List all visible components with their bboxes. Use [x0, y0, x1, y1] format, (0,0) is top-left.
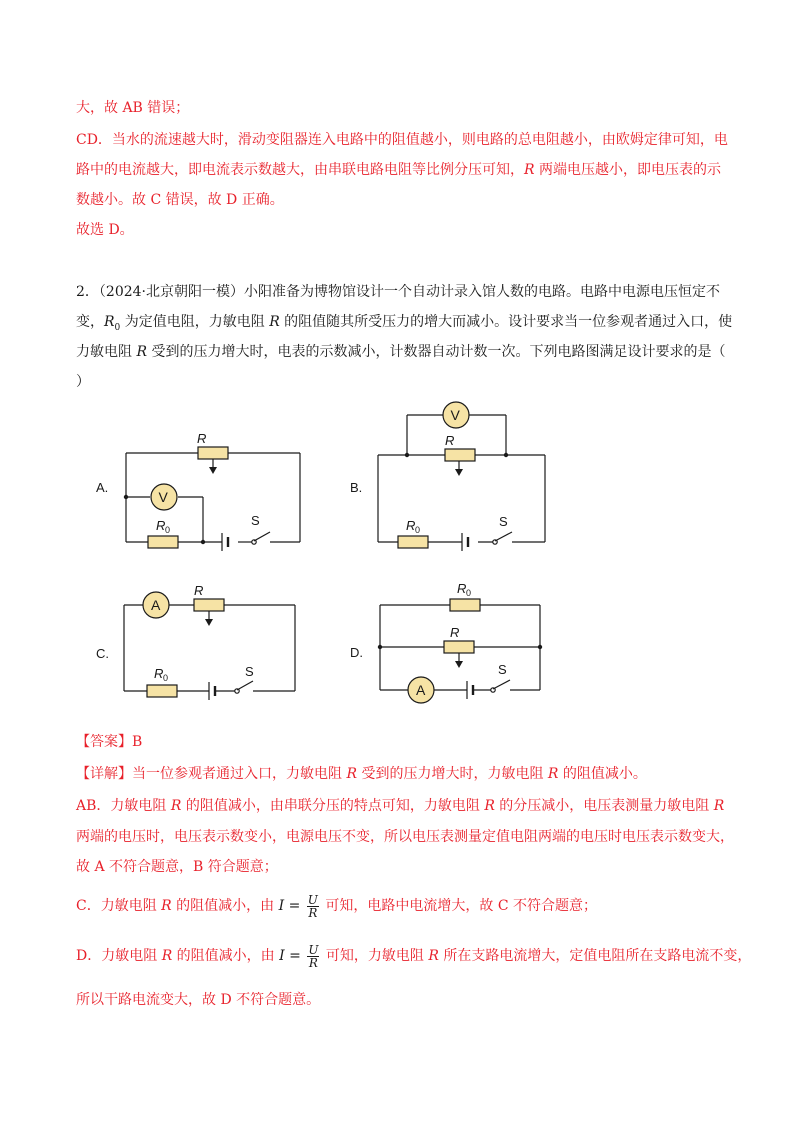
battery-icon — [462, 533, 468, 551]
label-r: R — [450, 625, 460, 640]
label-switch: S — [498, 662, 507, 677]
detail-d-line: D．力敏电阻 R 的阻值减小，由 I = $\frac{U}{R}$ 可知，力敏电阻 R 所在支路电流增大，定值电阻所在支路电流不变， — [76, 942, 752, 970]
meter-label: A — [416, 682, 426, 698]
label-r: R — [445, 433, 455, 448]
detail-ab-line: AB．力敏电阻 R 的阻值减小，由串联分压的特点可知，力敏电阻 R 的分压减小，电压表测量力敏电阻 R — [76, 798, 725, 814]
option-label-c: C. — [96, 646, 109, 661]
detail-ab-line: 两端的电压时，电压表示数变小，电源电压不变，所以电压表测量定值电阻两端的电压时电压表示数变大， — [76, 829, 734, 845]
question-line: ） — [76, 374, 90, 390]
label-switch: S — [499, 514, 508, 529]
junction-dot — [504, 453, 508, 457]
circuit-diagram-b — [340, 400, 570, 560]
switch-icon — [235, 681, 253, 693]
label-r0-subscript: 0 — [165, 525, 171, 535]
question-line: 力敏电阻 R 受到的压力增大时，电表的示数减小，计数器自动计数一次。下列电路图满足设计要求的是（ — [76, 344, 726, 360]
prev-answer-cd-line: CD．当水的流速越大时，滑动变阻器连入电路中的阻值越小，则电路的总电阻越小，由欧姆定律可知，电 — [76, 132, 728, 148]
detail-c-line: C．力敏电阻 R 的阻值减小，由 I = $\frac{U}{R}$ 可知，电路中电流增大，故 C 不符合题意； — [76, 892, 597, 920]
label-r: R — [194, 583, 204, 598]
label-switch: S — [245, 664, 254, 679]
prev-answer-cd-line: 路中的电流越大，即电流表示数越大，由串联电路电阻等比例分压可知，R 两端电压越小，即电压表的示 — [76, 162, 721, 178]
arrow-icon — [455, 661, 463, 668]
junction-dot — [405, 453, 409, 457]
option-label-b: B. — [350, 480, 363, 495]
switch-icon — [252, 532, 270, 544]
junction-dot — [538, 645, 542, 649]
meter-label: V — [450, 407, 460, 423]
detail-line: 【详解】当一位参观者通过入口，力敏电阻 R 受到的压力增大时，力敏电阻 R 的阻值减小。 — [76, 766, 647, 782]
fixed-resistor-r0 — [398, 536, 428, 548]
meter-label: V — [158, 489, 168, 505]
arrow-icon — [209, 467, 217, 474]
circuit-diagram-d — [340, 570, 570, 710]
pressure-resistor-r — [444, 641, 474, 653]
arrow-icon — [455, 469, 463, 476]
fixed-resistor-r0 — [147, 685, 177, 697]
label-r0-subscript: 0 — [466, 588, 472, 598]
switch-icon — [491, 680, 510, 692]
ohm-law-formula: I = $\frac{U}{R}$ — [279, 942, 319, 970]
answer-label: 【答案】B — [76, 734, 143, 750]
pressure-resistor-r — [445, 449, 475, 461]
prev-answer-line: 大，故 AB 错误； — [76, 100, 190, 116]
switch-icon — [493, 532, 512, 544]
label-r0: R — [457, 581, 467, 596]
battery-icon — [467, 681, 473, 699]
question-line: 2．（2024·北京朝阳一模）小阳准备为博物馆设计一个自动计录入馆人数的电路。电路中电源电压恒定不 — [76, 284, 720, 300]
option-label-a: A. — [96, 480, 109, 495]
fixed-resistor-r0 — [148, 536, 178, 548]
circuit-diagram-c — [90, 578, 320, 703]
arrow-icon — [205, 619, 213, 626]
circuit-diagram-a — [90, 420, 320, 560]
junction-dot — [378, 645, 382, 649]
fixed-resistor-r0 — [450, 599, 480, 611]
junction-dot — [124, 495, 128, 499]
detail-d-line: 所以干路电流变大，故 D 不符合题意。 — [76, 992, 321, 1008]
option-label-d: D. — [350, 645, 363, 660]
pressure-resistor-r — [198, 447, 228, 459]
label-switch: S — [251, 513, 260, 528]
meter-label: A — [151, 597, 161, 613]
junction-dot — [201, 540, 205, 544]
label-r0: R — [156, 518, 166, 533]
question-line: 变，$R_0$ 为定值电阻，力敏电阻 R 的阻值随其所受压力的增大而减小。设计要求当一位参观者通过入口，使 — [76, 314, 733, 333]
detail-ab-line: 故 A 不符合题意，B 符合题意； — [76, 859, 278, 875]
label-r0-subscript: 0 — [415, 525, 421, 535]
ohm-law-formula: I = $\frac{U}{R}$ — [278, 892, 318, 920]
prev-answer-cd-line: 数越小。故 C 错误，故 D 正确。 — [76, 192, 284, 208]
prev-answer-choose: 故选 D。 — [76, 222, 134, 238]
label-r0: R — [406, 518, 416, 533]
pressure-resistor-r — [194, 599, 224, 611]
label-r: R — [197, 431, 207, 446]
label-r0: R — [154, 666, 164, 681]
battery-icon — [222, 533, 228, 551]
label-r0-subscript: 0 — [163, 673, 169, 683]
battery-icon — [209, 682, 215, 700]
